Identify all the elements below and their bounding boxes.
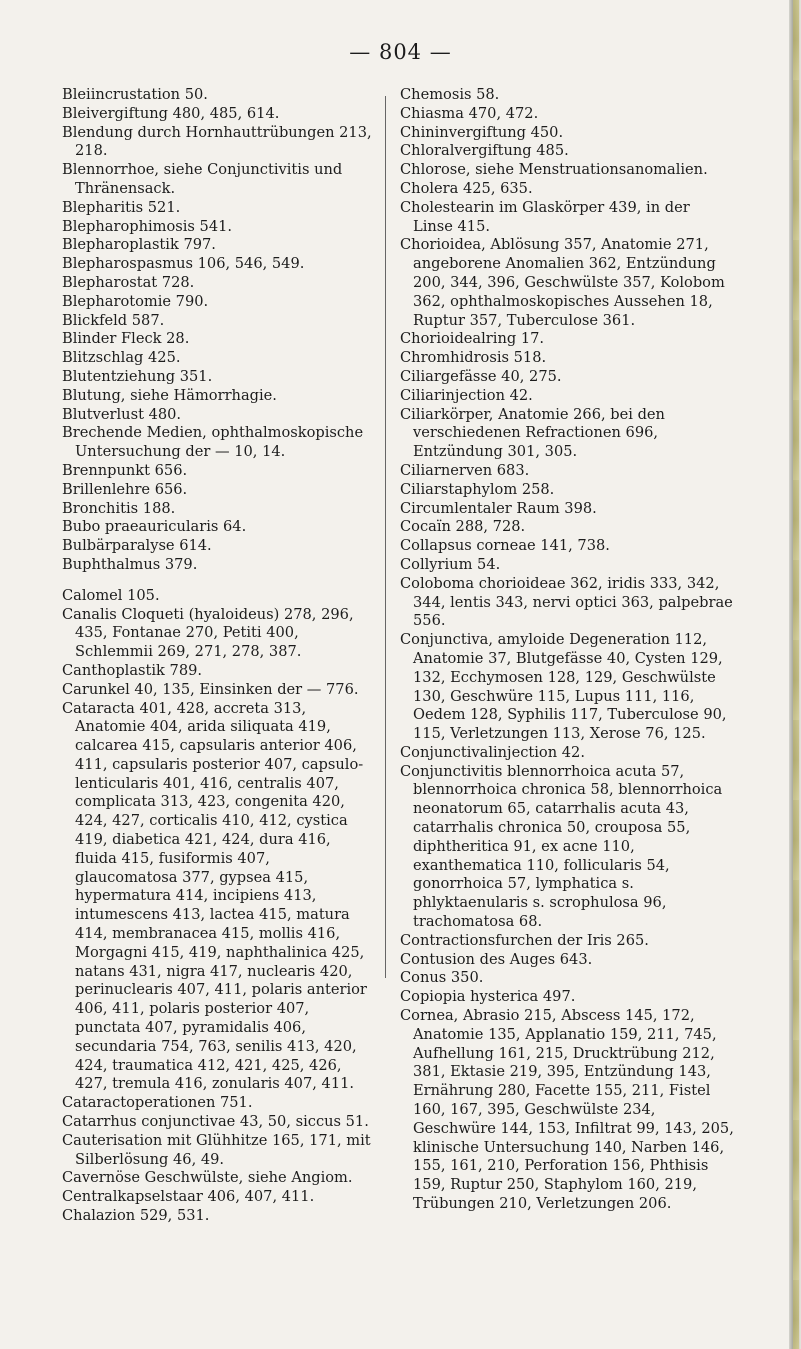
index-entry: Cataracta 401, 428, accreta 313, Anatomie 404, arida siliquata 419, calcarea 415, capsularis anterior 406, 411, capsularis posterior 407, capsulo-lenticularis 401, 416, centralis 407, complicata 313, 423, congenita 420, 424, 427, corticalis 410, 412, cystica 419, diabetica 421, 424, dura 416, fluida 415, fusiformis 407, glaucomatosa 377, gypsea 415, hypermatura 414, incipiens 413, intumescens 413, lactea 415, matura 414, membranacea 415, mollis 416, Morgagni 415, 419, naphthalinica 425, natans 431, nigra 417, nuclearis 420, perinuclearis 407, 411, polaris anterior 406, 411, polaris posterior 407, punctata 407, pyramidalis 406, secundaria 754, 763, senilis 413, 420, 424, traumatica 412, 421, 425, 426, 427, tremula 416, zonularis 407, 411. [62,699,367,1093]
index-entry: Blitzschlag 425. [62,349,181,367]
letter-section-gap [62,575,376,587]
index-entry: Blepharostat 728. [62,273,195,291]
index-entry: Chloralvergiftung 485. [400,142,569,160]
index-entry: Conus 350. [400,969,484,987]
page-edge-accent [793,0,799,1349]
index-entry: Catarrhus conjunctivae 43, 50, siccus 51. [62,1113,369,1131]
index-column-left [62,86,376,1226]
index-entry: Blepharitis 521. [62,198,181,216]
index-entry: Contractionsfurchen der Iris 265. [400,931,649,949]
index-entry: Brechende Medien, ophthalmoskopische Untersuchung der — 10, 14. [62,424,364,461]
index-entry: Blepharoplastik 797. [62,236,216,254]
index-entry: Ciliargefässe 40, 275. [400,367,562,385]
index-entry: Bleiincrustation 50. [62,86,208,103]
index-entry: Ciliarkörper, Anatomie 266, bei den verschiedenen Refractionen 696, Entzündung 301, 305. [400,405,665,461]
index-entry: Blutentziehung 351. [62,367,213,385]
index-entry: Chlorose, siehe Menstruationsanomalien. [400,161,708,179]
index-entry: Collyrium 54. [400,555,501,573]
index-entry: Cauterisation mit Glühhitze 165, 171, mit Silberlösung 46, 49. [62,1131,371,1168]
column-divider [385,96,386,978]
index-entry: Cholera 425, 635. [400,179,533,197]
index-entry: Chorioidea, Ablösung 357, Anatomie 271, angeborene Anomalien 362, Entzündung 200, 344, 396, Geschwülste 357, Kolobom 362, ophthalmoskopisches Aussehen 18, Ruptur 357, Tuberculose 361. [400,236,725,329]
index-entry: Blutverlust 480. [62,405,182,423]
index-entry: Cornea, Abrasio 215, Abscess 145, 172, Anatomie 135, Applanatio 159, 211, 745, Aufhellung 161, 215, Drucktrübung 212, 381, Ektasie 219, 395, Entzündung 143, Ernährung 280, Facette 155, 211, Fistel 160, 167, 395, Geschwülste 234, Geschwüre 144, 153, Infiltrat 99, 143, 205, klinische Untersuchung 140, Narben 146, 155, 161, 210, Perforation 156, Phthisis 159, Ruptur 250, Staphylom 160, 219, Trübungen 210, Verletzungen 206. [400,1007,734,1213]
index-entry: Cocaïn 288, 728. [400,518,526,536]
page-number: — 804 — [349,40,452,64]
index-entry: Blepharospasmus 106, 546, 549. [62,255,305,273]
index-entry: Circumlentaler Raum 398. [400,499,597,517]
index-entry: Chininvergiftung 450. [400,123,564,141]
index-entry: Chemosis 58. [400,86,500,103]
index-entry: Canalis Cloqueti (hyaloideus) 278, 296, 435, Fontanae 270, Petiti 400, Schlemmii 269, 271, 278, 387. [62,605,354,661]
index-entry: Conjunctivalinjection 42. [400,743,585,761]
index-column-right [400,86,734,1214]
index-entry: Carunkel 40, 135, Einsinken der — 776. [62,680,359,698]
index-entry: Bleivergiftung 480, 485, 614. [62,104,280,122]
index-entry: Bulbärparalyse 614. [62,537,212,555]
index-entry: Collapsus corneae 141, 738. [400,537,610,555]
index-entry: Blinder Fleck 28. [62,330,190,348]
index-entry: Conjunctivitis blennorrhoica acuta 57, blennorrhoica chronica 58, blennorrhoica neonatorum 65, catarrhalis acuta 43, catarrhalis chronica 50, crouposa 55, diphtheritica 91, ex acne 110, exanthematica 110, follicularis 54, gonorrhoica 57, lymphatica s. phlyktaenularis s. scrophulosa 96, trachomatosa 68. [400,762,723,931]
index-entry: Blickfeld 587. [62,311,165,329]
index-entry: Brillenlehre 656. [62,480,188,498]
index-entry: Ciliarinjection 42. [400,386,533,404]
index-entry: Conjunctiva, amyloide Degeneration 112, Anatomie 37, Blutgefässe 40, Cysten 129, 132, Ecchymosen 128, 129, Geschwülste 130, Geschwüre 115, Lupus 111, 116, Oedem 128, Syphilis 117, Tuberculose 90, 115, Verletzungen 113, Xerose 76, 125. [400,631,727,743]
index-entry: Cataractoperationen 751. [62,1094,253,1112]
index-entry: Ciliarnerven 683. [400,461,530,479]
index-entry: Chiasma 470, 472. [400,104,539,122]
index-entry: Bubo praeauricularis 64. [62,518,247,536]
index-entry: Blutung, siehe Hämorrhagie. [62,386,277,404]
index-entry: Coloboma chorioideae 362, iridis 333, 342, 344, lentis 343, nervi optici 363, palpebrae 556. [400,574,733,630]
index-entry: Blendung durch Hornhauttrübungen 213, 218. [62,123,372,160]
index-entry: Blennorrhoe, siehe Conjunctivitis und Thränensack. [62,161,343,197]
index-entry: Canthoplastik 789. [62,661,203,679]
index-entry: Chromhidrosis 518. [400,349,547,367]
index-entry: Calomel 105. [62,586,160,604]
index-entry: Blepharophimosis 541. [62,217,233,235]
index-entry: Bronchitis 188. [62,499,176,517]
index-entry: Brennpunkt 656. [62,461,188,479]
index-entry: Chalazion 529, 531. [62,1207,210,1225]
index-entry: Cholestearin im Glaskörper 439, in der Linse 415. [400,198,690,235]
index-entry: Blepharotomie 790. [62,292,209,310]
index-entry: Buphthalmus 379. [62,555,198,573]
index-entry: Chorioidealring 17. [400,330,545,348]
index-entry: Ciliarstaphylom 258. [400,480,555,498]
index-entry: Copiopia hysterica 497. [400,988,576,1006]
index-entry: Cavernöse Geschwülste, siehe Angiom. [62,1169,353,1187]
index-entry: Centralkapselstaar 406, 407, 411. [62,1188,315,1206]
index-entry: Contusion des Auges 643. [400,950,593,968]
